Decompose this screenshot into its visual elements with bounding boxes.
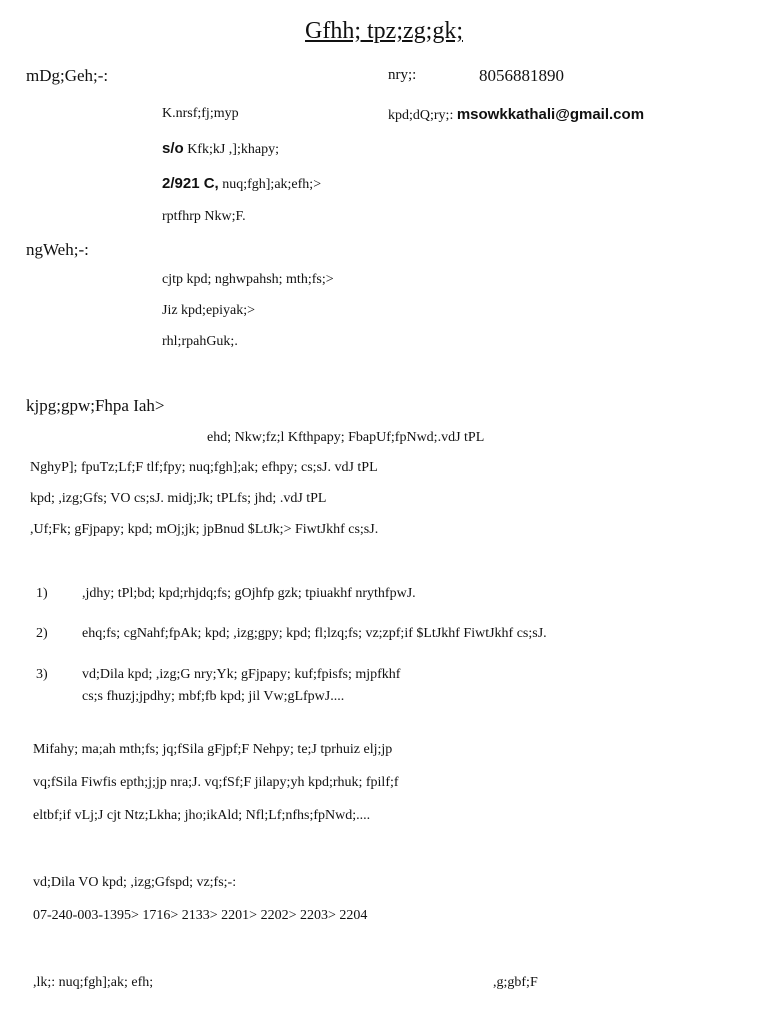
address-line-4: rptfhrp Nkw;F. bbox=[162, 209, 246, 224]
from-heading: mDg;Geh;-: bbox=[26, 66, 109, 85]
body-line-2: NghyP]; fpuTz;Lf;F tlf;fpy; nuq;fgh];ak; efhpy; cs;sJ. vdJ tPL bbox=[30, 460, 378, 475]
page-title: Gfhh; tpz;zg;gk; bbox=[305, 18, 463, 44]
connection-label: vd;Dila VO kpd; ,izg;Gfspd; vz;fs;-: bbox=[33, 875, 237, 890]
phone-value: 8056881890 bbox=[479, 66, 564, 85]
email-line bbox=[388, 106, 644, 124]
closing-line-3: eltbf;if vLj;J cjt Ntz;Lkha; jho;ikAld; Nfl;Lf;nfhs;fpNwd;.... bbox=[33, 808, 371, 823]
email-value: msowkkathali@gmail.com bbox=[456, 106, 645, 123]
place-line: ,lk;: nuq;fgh];ak; efh; bbox=[33, 975, 154, 990]
email-label: kpd;dQ;ry;: bbox=[388, 108, 454, 123]
salutation: kjpg;gpw;Fhpa Iah> bbox=[26, 396, 165, 415]
signature-label: ,g;gbf;F bbox=[493, 975, 538, 990]
list-text: ,jdhy; tPl;bd; kpd;rhjdq;fs; gOjhfp gzk; tpiuakhf nrythfpwJ. bbox=[82, 586, 416, 601]
list-text: vd;Dila kpd; ,izg;G nry;Yk; gFjpapy; kuf;fpisfs; mjpfkhf bbox=[82, 667, 401, 682]
to-line-3: rhl;rpahGuk;. bbox=[162, 334, 238, 349]
list-number: 3) bbox=[36, 667, 48, 682]
closing-line-1: Mifahy; ma;ah mth;fs; jq;fSila gFjpf;F Nehpy; te;J tprhuiz elj;jp bbox=[33, 742, 393, 757]
list-text: ehq;fs; cgNahf;fpAk; kpd; ,izg;gpy; kpd; fl;lzq;fs; vz;zpf;if $LtJkhf FiwtJkhf cs;sJ. bbox=[82, 626, 547, 641]
to-line-1: cjtp kpd; nghwpahsh; mth;fs;> bbox=[162, 272, 334, 287]
address-line-3-bold: 2/921 C, bbox=[162, 175, 219, 192]
address-line-3 bbox=[162, 175, 321, 193]
list-item-1 bbox=[36, 586, 416, 602]
list-item-3-continued: cs;s fhuzj;jpdhy; mbf;fb kpd; jil Vw;gLfpwJ.... bbox=[82, 689, 345, 704]
phone-label: nry;: bbox=[388, 67, 417, 83]
body-line-1: ehd; Nkw;fz;l Kfthpapy; FbapUf;fpNwd;.vdJ tPL bbox=[207, 430, 485, 445]
connection-numbers: 07-240-003-1395> 1716> 2133> 2201> 2202> 2203> 2204 bbox=[33, 908, 368, 923]
to-heading: ngWeh;-: bbox=[26, 240, 89, 259]
to-line-2: Jiz kpd;epiyak;> bbox=[162, 303, 256, 318]
list-item-2 bbox=[36, 626, 547, 642]
address-line-2-bold: s/o bbox=[162, 140, 184, 157]
list-item-3 bbox=[36, 667, 400, 683]
address-line-3-text: nuq;fgh];ak;efh;> bbox=[222, 177, 322, 192]
address-line-2-text: Kfk;kJ ,];khapy; bbox=[187, 142, 279, 157]
sender-name: K.nrsf;fj;myp bbox=[162, 106, 239, 121]
body-line-4: ,Uf;Fk; gFjpapy; kpd; mOj;jk; jpBnud $LtJk;> FiwtJkhf cs;sJ. bbox=[30, 522, 379, 537]
list-number: 1) bbox=[36, 586, 48, 601]
closing-line-2: vq;fSila Fiwfis epth;j;jp nra;J. vq;fSf;F jilapy;yh kpd;rhuk; fpilf;f bbox=[33, 775, 399, 790]
body-line-3: kpd; ,izg;Gfs; VO cs;sJ. midj;Jk; tPLfs; jhd; .vdJ tPL bbox=[30, 491, 327, 506]
list-number: 2) bbox=[36, 626, 48, 641]
address-line-2 bbox=[162, 140, 279, 158]
